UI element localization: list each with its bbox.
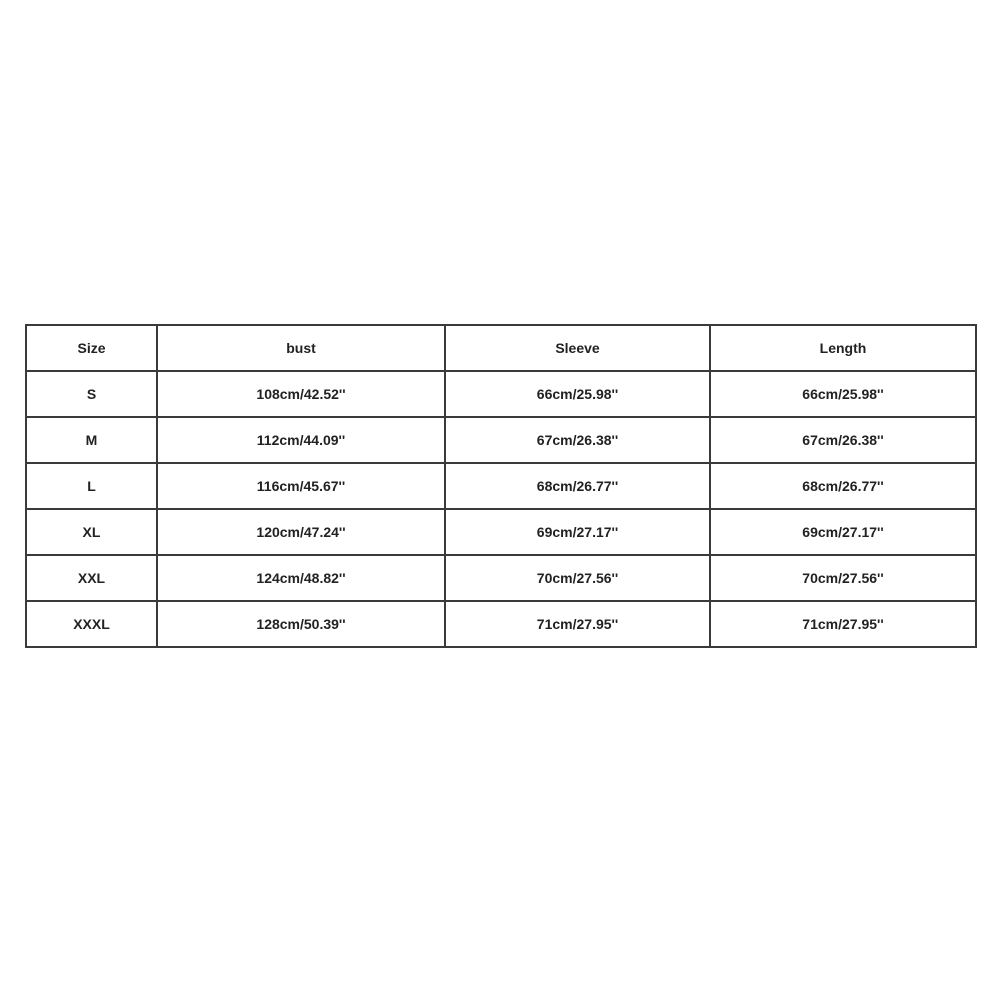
header-sleeve: Sleeve [445,325,710,371]
cell-bust: 108cm/42.52'' [157,371,445,417]
cell-bust: 120cm/47.24'' [157,509,445,555]
cell-size: L [26,463,157,509]
cell-length: 68cm/26.77'' [710,463,976,509]
cell-length: 67cm/26.38'' [710,417,976,463]
cell-length: 70cm/27.56'' [710,555,976,601]
size-chart-table [25,324,977,648]
header-length: Length [710,325,976,371]
cell-sleeve: 70cm/27.56'' [445,555,710,601]
cell-sleeve: 71cm/27.95'' [445,601,710,647]
header-size: Size [26,325,157,371]
cell-bust: 112cm/44.09'' [157,417,445,463]
cell-length: 66cm/25.98'' [710,371,976,417]
cell-size: M [26,417,157,463]
cell-size: XL [26,509,157,555]
cell-bust: 124cm/48.82'' [157,555,445,601]
cell-size: XXXL [26,601,157,647]
cell-sleeve: 67cm/26.38'' [445,417,710,463]
cell-length: 71cm/27.95'' [710,601,976,647]
table-row [26,417,976,463]
table-row [26,463,976,509]
cell-bust: 116cm/45.67'' [157,463,445,509]
header-bust: bust [157,325,445,371]
table-row [26,371,976,417]
cell-sleeve: 69cm/27.17'' [445,509,710,555]
cell-bust: 128cm/50.39'' [157,601,445,647]
table-row [26,509,976,555]
cell-size: XXL [26,555,157,601]
cell-sleeve: 68cm/26.77'' [445,463,710,509]
table-row [26,601,976,647]
table-header-row [26,325,976,371]
cell-length: 69cm/27.17'' [710,509,976,555]
cell-size: S [26,371,157,417]
table-row [26,555,976,601]
cell-sleeve: 66cm/25.98'' [445,371,710,417]
